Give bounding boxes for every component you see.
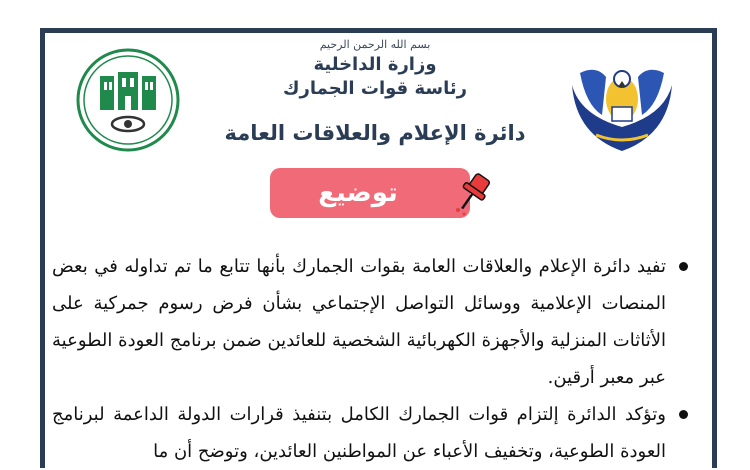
bullet-icon bbox=[679, 410, 688, 419]
ministry-name: وزارة الداخلية bbox=[313, 54, 437, 75]
directorate-name: رئاسة قوات الجمارك bbox=[283, 78, 467, 99]
paragraph-text: تفيد دائرة الإعلام والعلاقات العامة بقوات الجمارك بأنها تتابع ما تم تداوله في بعض المنصات الإعلامية ووسائل التواصل الإجتماعي بشأن فرض رسوم جمركية على الأثاثات المنزلية والأجهزة الكهربائية الشخصية للعائدين ضمن برنامج العودة الطوعية عبر معبر أرقين. bbox=[52, 256, 666, 388]
sudan-emblem-logo bbox=[566, 55, 678, 155]
customs-emblem-logo bbox=[76, 48, 181, 153]
department-name: دائرة الإعلام والعلاقات العامة bbox=[224, 121, 526, 145]
list-item bbox=[52, 396, 688, 470]
basmala-text: بسم الله الرحمن الرحيم bbox=[319, 38, 431, 51]
badge-label: توضيع صحفي bbox=[313, 178, 403, 254]
paragraph-text: وتؤكد الدائرة إلتزام قوات الجمارك الكامل بتنفيذ قرارات الدولة الداعمة لبرنامج العودة الطوعية، وتخفيف الأعباء عن المواطنين العائدين، وتوضح أن ما bbox=[52, 404, 666, 462]
bullet-icon bbox=[679, 262, 688, 271]
header-titles bbox=[220, 38, 530, 101]
pushpin-icon bbox=[448, 168, 498, 218]
statement-body bbox=[52, 248, 688, 470]
list-item bbox=[52, 248, 688, 396]
